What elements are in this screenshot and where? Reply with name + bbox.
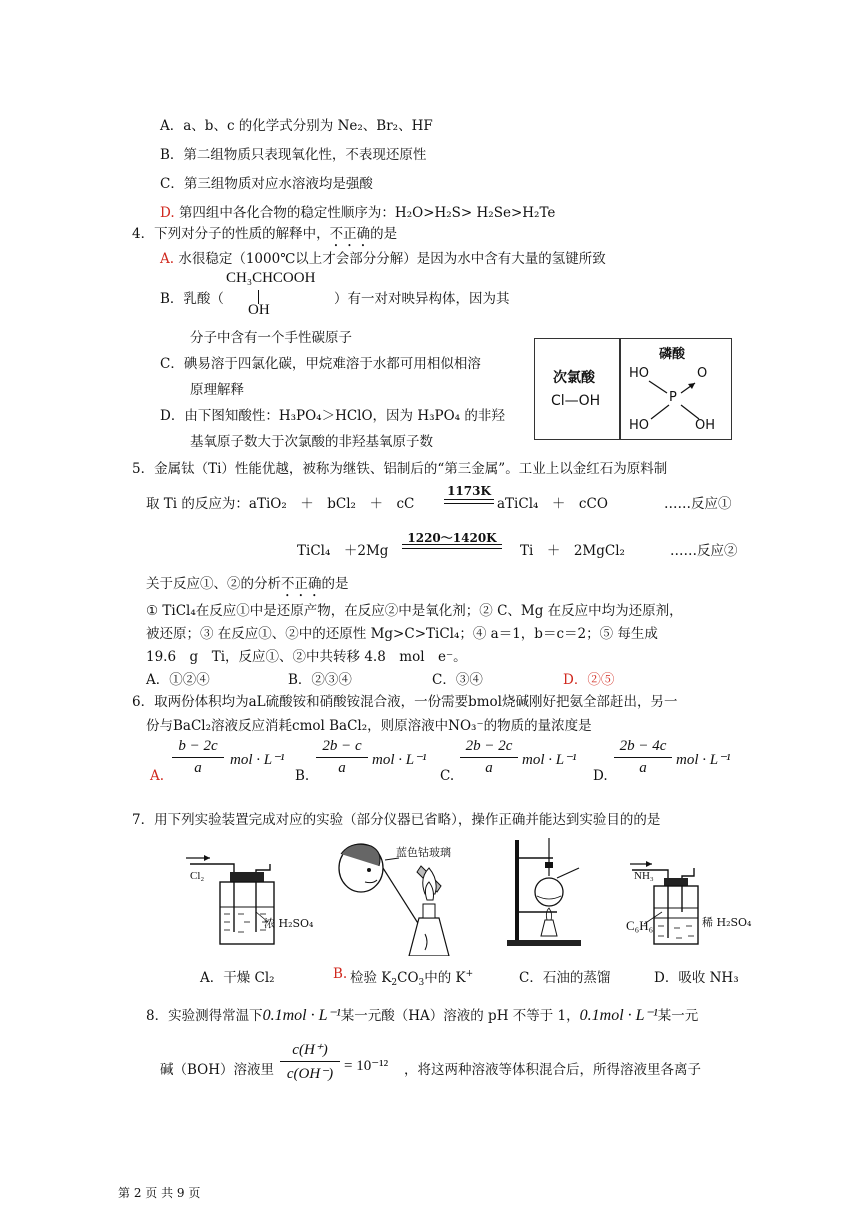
phosphoric-ho-bottom: HO	[629, 418, 650, 433]
q5-question	[146, 572, 349, 600]
phosphoric-ho-top: HO	[629, 366, 650, 381]
q6-option-d-numerator: 2b − 4c	[619, 738, 667, 754]
q5-reaction2-left: TiCl₄ ＋2Mg	[297, 543, 389, 559]
q6-option-c-denominator: a	[485, 760, 493, 776]
q6-option-b-label: B.	[295, 768, 310, 784]
q8-line1-post: 某一元	[657, 1008, 699, 1024]
q6-option-b-numerator: 2b − c	[322, 738, 362, 754]
q7-option-b-text: 检验 $K_2CO_3$中的 K+	[350, 969, 474, 988]
q4-option-a-label: A.	[160, 251, 175, 267]
q6-option-d-fraction	[614, 738, 672, 777]
q5-statement-line3: 19.6 g Ti，反应①、②中共转移 4.8 mol e⁻。	[146, 649, 467, 665]
fig-label-conc-h2so4: 浓 H₂SO₄	[264, 917, 314, 930]
q5-option-b: B．②③④	[288, 672, 352, 688]
q4-option-b-pre: B．乳酸（	[160, 291, 224, 307]
q3-option-d-label: D.	[160, 205, 175, 221]
q5-option-a: A．①②④	[146, 672, 210, 688]
q4-option-b-cont: 分子中含有一个手性碳原子	[190, 330, 352, 346]
q6-option-a-denominator: a	[194, 760, 202, 776]
q4-option-c: C．碘易溶于四氯化碳，甲烷难溶于水都可用相似相溶	[160, 356, 481, 372]
q6-option-a-numerator: b − 2c	[178, 738, 218, 754]
phosphoric-title: 磷酸	[659, 347, 686, 362]
hypochlorous-formula: Cl—OH	[551, 393, 601, 409]
q8-ratio-fraction	[280, 1040, 340, 1083]
q4-option-d-cont: 基氧原子数大于次氯酸的非羟基氧原子数	[190, 434, 433, 450]
q4-option-a	[160, 247, 606, 267]
q5-question-pre: 关于反应①、②的分析	[146, 576, 281, 592]
q4-stem-pre: 4．下列对分子的性质的解释中，	[132, 226, 330, 242]
q3-option-d	[160, 201, 555, 221]
q5-reaction2-right: Ti ＋ 2MgCl₂	[520, 543, 625, 559]
q5-question-post: 的是	[321, 576, 349, 592]
fig-label-dilute-h2so4: 稀 H₂SO₄	[702, 916, 752, 929]
q5-reaction2-condition: 1220～1420K	[407, 531, 497, 545]
q5-reaction1-left: 取 Ti 的反应为：aTiO₂ ＋ bCl₂ ＋ cC	[146, 496, 415, 512]
phosphoric-o: O	[697, 366, 708, 381]
q4-option-d: D．由下图知酸性：H₃PO₄＞HClO，因为 H₃PO₄ 的非羟	[160, 408, 505, 424]
q6-option-a-fraction	[172, 738, 224, 777]
q8-line2-post: ，将这两种溶液等体积混合后，所得溶液里各离子	[404, 1062, 701, 1078]
phosphoric-p: P	[669, 390, 677, 405]
fig-label-nh3: NH₃	[634, 870, 654, 882]
q7-option-a: A．干燥 Cl₂	[200, 970, 275, 986]
q6-option-c-unit: mol · L⁻¹	[522, 752, 577, 768]
q4-option-b-post: ）有一对对映异构体，因为其	[334, 291, 510, 307]
q8-ratio-numerator: c(H⁺)	[292, 1042, 328, 1058]
q3-option-b: B．第二组物质只表现氧化性，不表现还原性	[160, 147, 427, 163]
q5-reaction2-tag: ……反应②	[670, 543, 738, 559]
q8-ratio-denominator: c(OH⁻)	[286, 1066, 334, 1082]
q6-option-d-label: D.	[593, 768, 608, 784]
q8-line1-pre: 8．实验测得常温下	[146, 1008, 263, 1024]
q8-concentration-2: 0.1mol · L⁻¹	[579, 1007, 658, 1024]
q5-reaction1-right: aTiCl₄ ＋ cCO	[497, 496, 608, 512]
q6-stem-line1: 6．取两份体积均为aL硫酸铵和硝酸铵混合液，一份需要bmol烧碱刚好把氨全部赶出，另一	[132, 694, 678, 710]
q4-stem-emphasis: 不正确	[329, 226, 371, 242]
q7-option-d: D．吸收 NH₃	[654, 970, 739, 986]
q7-option-c: C．石油的蒸馏	[519, 970, 611, 986]
q5-stem: 5．金属钛（Ti）性能优越，被称为继铁、铝制后的“第三金属”。工业上以金红石为原料制	[132, 461, 668, 477]
acid-structure-box	[534, 338, 732, 440]
q7-option-b	[333, 966, 347, 982]
q8-line1	[146, 1004, 698, 1025]
drying-bottle-figure	[178, 852, 308, 952]
q6-option-c-label: C.	[440, 768, 455, 784]
q3-option-a: A．a、b、c 的化学式分别为 Ne₂、Br₂、HF	[160, 118, 433, 134]
lactic-acid-formula-top: CH₃CHCOOH	[226, 270, 316, 286]
q7-stem: 7．用下列实验装置完成对应的实验（部分仪器已省略），操作正确并能达到实验目的的是	[132, 812, 661, 828]
q4-stem	[132, 222, 397, 250]
q5-option-d: D．②⑤	[563, 672, 615, 688]
q6-option-d-unit: mol · L⁻¹	[676, 752, 731, 768]
q6-option-c-numerator: 2b − 2c	[465, 738, 513, 754]
lactic-acid-formula-bottom: OH	[248, 302, 270, 318]
q5-reaction1-arrow	[444, 499, 494, 504]
q8-line1-mid: 某一元酸（HA）溶液的 pH 不等于 1，	[340, 1008, 580, 1024]
q5-question-emphasis: 不正确	[281, 576, 322, 592]
q6-stem-line2: 份与BaCl₂溶液反应消耗cmol BaCl₂，则原溶液中NO₃⁻的物质的量浓度是	[146, 718, 592, 734]
q4-option-c-cont: 原理解释	[190, 382, 244, 398]
q6-option-a-unit: mol · L⁻¹	[230, 752, 285, 768]
q5-reaction1-tag: ……反应①	[664, 496, 732, 512]
q5-reaction1-condition: 1173K	[447, 484, 491, 498]
q6-option-b-fraction	[316, 738, 368, 777]
q5-statement-line2: 被还原；③ 在反应①、②中的还原性 Mg>C>TiCl₄；④ a＝1，b＝c＝2；⑤ 每生成	[146, 626, 658, 642]
q4-option-a-text: 水很稳定（1000℃以上才会部分分解）是因为水中含有大量的氢键所致	[178, 251, 606, 267]
q3-option-c: C．第三组物质对应水溶液均是强酸	[160, 176, 373, 192]
q5-reaction2-arrow	[402, 544, 502, 549]
q4-stem-post: 的是	[370, 226, 398, 242]
q5-statement-line1: ① TiCl₄在反应①中是还原产物，在反应②中是氧化剂；② C、Mg 在反应中均为还原剂，	[146, 603, 683, 619]
q6-option-c-fraction	[460, 738, 518, 777]
absorption-bottle-figure	[624, 852, 704, 952]
distillation-figure	[505, 836, 585, 948]
q5-option-c: C．③④	[432, 672, 483, 688]
q6-option-d-denominator: a	[639, 760, 647, 776]
phosphoric-oh: OH	[695, 418, 716, 433]
q8-concentration-1: 0.1mol · L⁻¹	[262, 1007, 341, 1024]
q3-option-d-text: 第四组中各化合物的稳定性顺序为：H₂O>H₂S> H₂Se>H₂Te	[178, 205, 556, 221]
q6-option-b-unit: mol · L⁻¹	[372, 752, 427, 768]
fig-label-cobalt-glass: 蓝色钴玻璃	[396, 846, 451, 859]
q8-ratio-value: = 10⁻¹²	[344, 1058, 389, 1074]
hypochlorous-title: 次氯酸	[553, 370, 595, 386]
q6-option-a-label: A.	[150, 768, 165, 784]
phosphoric-bonds	[535, 339, 731, 439]
page-footer: 第 2 页 共 9 页	[118, 1186, 201, 1200]
q7-option-b-label: B.	[333, 966, 348, 982]
q6-option-b-denominator: a	[338, 760, 346, 776]
q8-line2-pre: 碱（BOH）溶液里	[160, 1062, 275, 1078]
fig-label-c6h6: C₆H₆	[626, 918, 654, 933]
fig-label-cl2: Cl₂	[190, 870, 205, 882]
